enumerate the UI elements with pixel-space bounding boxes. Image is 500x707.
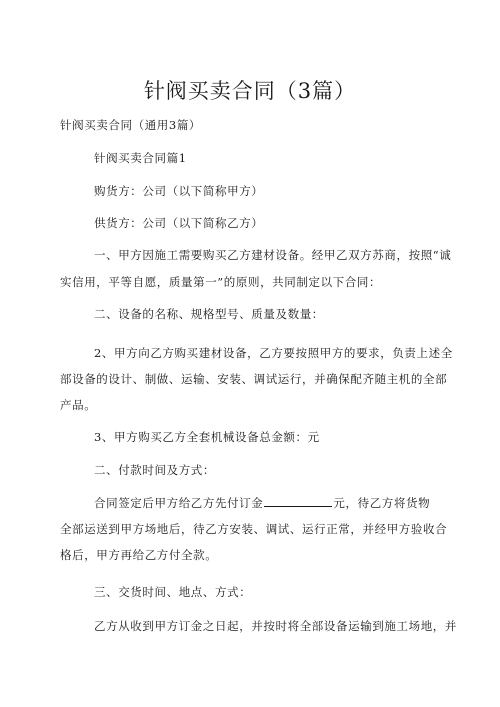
paragraph-6-line-2: 全部运送到甲方场地后，待乙方安装、调试、运行正常，并经甲方验收合 [60, 522, 448, 536]
paragraph-8-line-1: 乙方从收到甲方订金之日起，并按时将全部设备运输到施工场地，并 [94, 619, 457, 633]
amount-blank [264, 495, 332, 507]
paragraph-2: 二、设备的名称、规格型号、质量及数量： [94, 307, 324, 321]
paragraph-3-line-3: 产品。 [60, 398, 97, 412]
document-subtitle: 针阀买卖合同（通用3篇） [60, 118, 202, 132]
paragraph-7: 三、交货时间、地点、方式： [94, 585, 252, 599]
paragraph-6-line-3: 格后，甲方再给乙方付全款。 [60, 548, 218, 562]
paragraph-1-line-2: 实信用，平等自愿，质量第一”的原则，共同制定以下合同： [60, 275, 382, 289]
paragraph-1-line-1: 一、甲方因施工需要购买乙方建材设备。经甲乙双方苏商，按照“诚 [94, 248, 452, 262]
paragraph-6-text-a: 合同签定后甲方给乙方先付订金 [94, 496, 264, 510]
paragraph-5: 二、付款时间及方式： [94, 463, 215, 477]
paragraph-3-line-1: 2、甲方向乙方购买建材设备，乙方要按照甲方的要求，负责上述全 [94, 346, 453, 360]
paragraph-6-line-1 [94, 495, 430, 511]
buyer-line: 购货方：公司（以下简称甲方） [94, 184, 264, 198]
paragraph-4: 3、甲方购买乙方全套机械设备总金额：元 [94, 430, 320, 444]
document-title: 针阀买卖合同（3篇） [143, 79, 357, 103]
paragraph-6-text-b: 元，待乙方将货物 [333, 496, 431, 510]
paragraph-3-line-2: 部设备的设计、制做、运输、安装、调试运行，并确保配齐随主机的全部 [60, 372, 448, 386]
supplier-line: 供货方：公司（以下简称乙方） [94, 216, 264, 230]
section-heading: 针阀买卖合同篇1 [94, 151, 187, 165]
